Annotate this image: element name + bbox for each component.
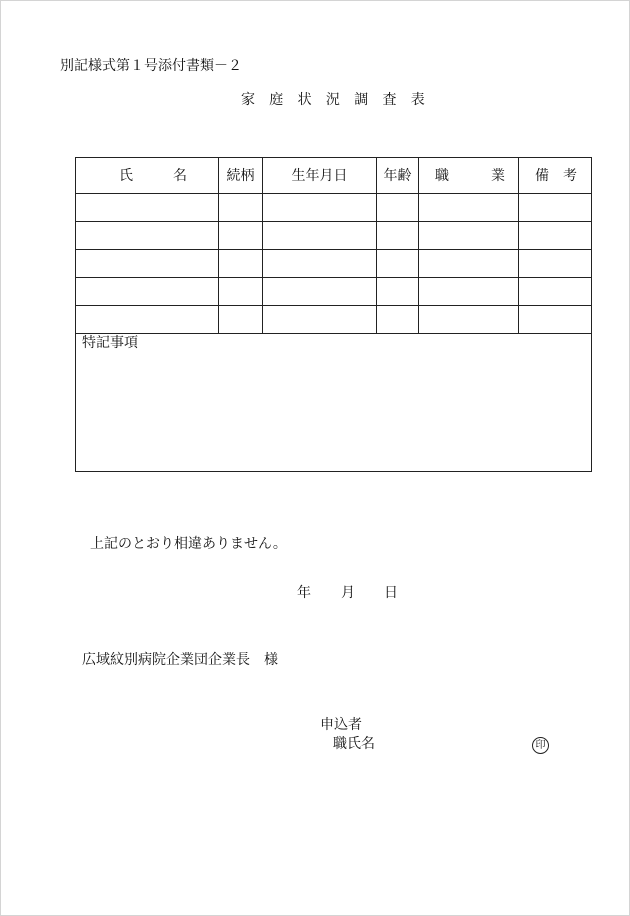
birthdate-cell (263, 194, 377, 222)
name-cell (76, 222, 219, 250)
occupation-cell (419, 306, 519, 334)
document-title: 家庭状況調査表 (241, 92, 440, 108)
relation-cell (219, 306, 263, 334)
occupation-cell (419, 194, 519, 222)
age-cell (377, 306, 419, 334)
birthdate-cell (263, 250, 377, 278)
table-row (76, 278, 592, 306)
occupation-cell (419, 222, 519, 250)
age-cell (377, 194, 419, 222)
remarks-cell (519, 250, 592, 278)
applicant-label: 申込者 (320, 717, 362, 733)
age-cell (377, 222, 419, 250)
name-cell (76, 278, 219, 306)
name-label: 職氏名 (333, 736, 375, 752)
remarks-cell (519, 278, 592, 306)
age-cell (377, 278, 419, 306)
header-name: 氏名 (76, 158, 219, 194)
date-day-label: 日 (384, 585, 398, 601)
relation-cell (219, 278, 263, 306)
name-cell (76, 194, 219, 222)
name-cell (76, 250, 219, 278)
special-notes-cell (76, 334, 592, 472)
relation-cell (219, 222, 263, 250)
table-row (76, 306, 592, 334)
special-notes-row (76, 334, 592, 472)
age-cell (377, 250, 419, 278)
seal-mark-icon: 印 (532, 737, 549, 754)
household-survey-table (75, 157, 592, 472)
header-remarks: 備考 (519, 158, 592, 194)
birthdate-cell (263, 278, 377, 306)
remarks-cell (519, 194, 592, 222)
remarks-cell (519, 222, 592, 250)
header-birthdate: 生年月日 (263, 158, 377, 194)
header-relation: 続柄 (219, 158, 263, 194)
name-cell (76, 306, 219, 334)
relation-cell (219, 250, 263, 278)
birthdate-cell (263, 306, 377, 334)
special-notes-label: 特記事項 (82, 335, 138, 351)
occupation-cell (419, 278, 519, 306)
remarks-cell (519, 306, 592, 334)
addressee: 広域紋別病院企業団企業長 様 (82, 652, 278, 668)
birthdate-cell (263, 222, 377, 250)
header-occupation: 職業 (419, 158, 519, 194)
table-row (76, 222, 592, 250)
table-header-row (76, 158, 592, 194)
declaration-text: 上記のとおり相違ありません。 (90, 536, 287, 552)
date-year-label: 年 (297, 585, 311, 601)
date-month-label: 月 (341, 585, 355, 601)
table-row (76, 194, 592, 222)
relation-cell (219, 194, 263, 222)
form-reference: 別記様式第１号添付書類－２ (60, 58, 242, 74)
header-age: 年齢 (377, 158, 419, 194)
table-row (76, 250, 592, 278)
occupation-cell (419, 250, 519, 278)
